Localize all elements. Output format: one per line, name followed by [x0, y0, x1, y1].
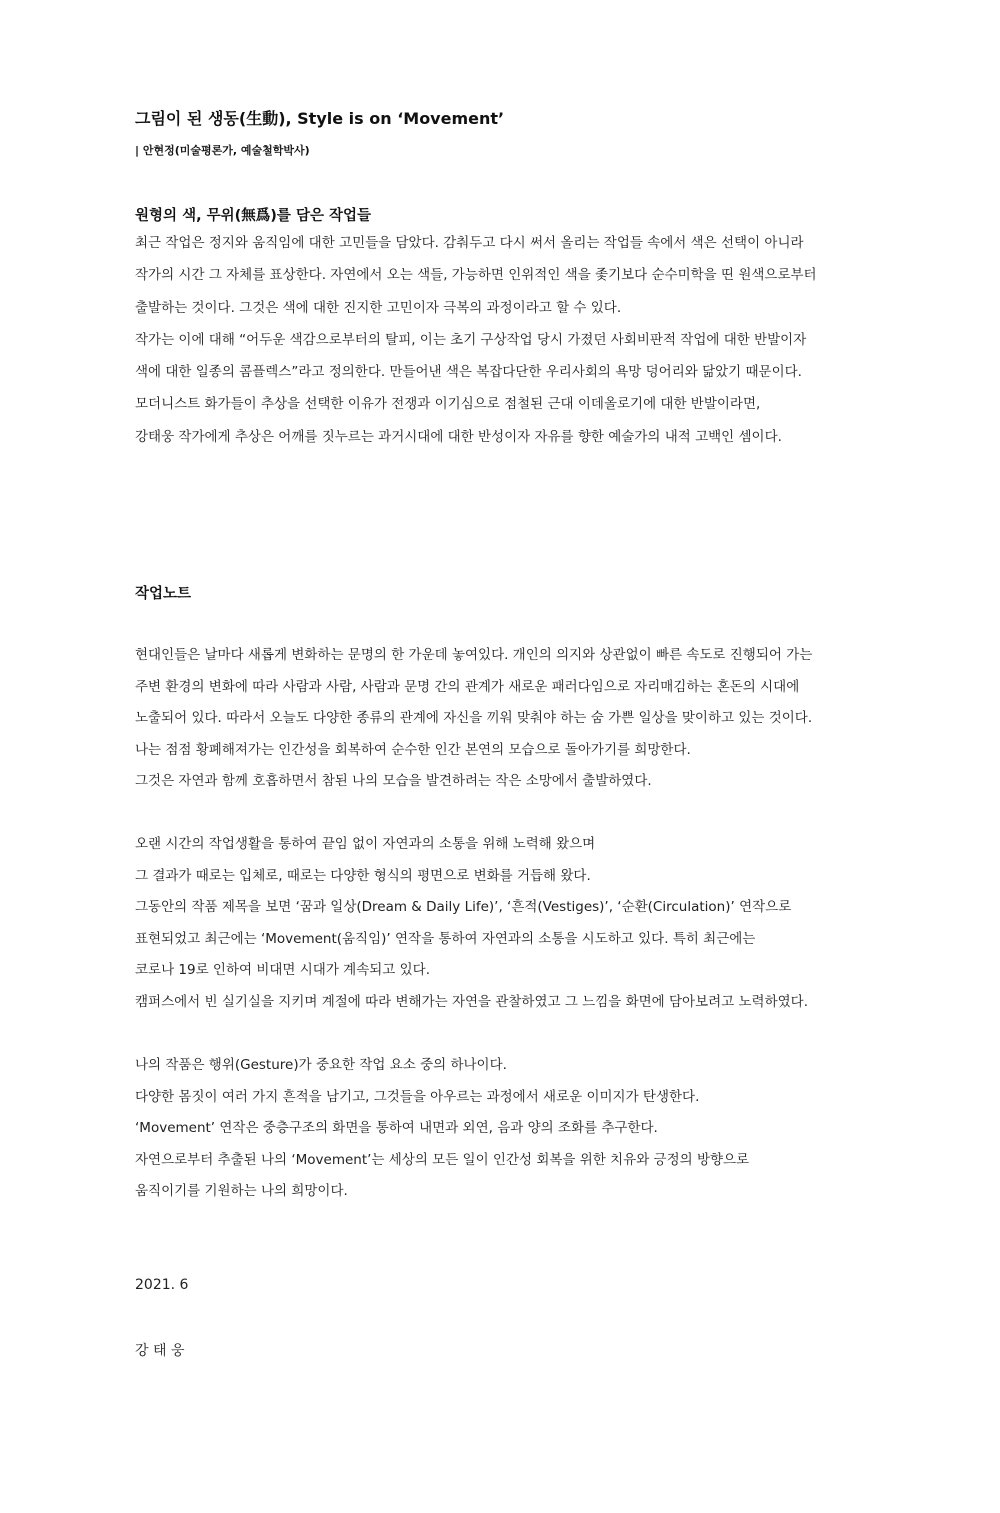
notes-line: 주변 환경의 변화에 따라 사람과 사람, 사람과 문명 간의 관계가 새로운 패러다임으로 자리매김하는 혼돈의 시대에 — [135, 678, 800, 695]
notes-paragraph-3 — [135, 1050, 749, 1208]
notes-line: 그 결과가 때로는 입체로, 때로는 다양한 형식의 평면으로 변화를 거듭해 왔다. — [135, 867, 591, 884]
essay-line: 작가는 이에 대해 “어두운 색감으로부터의 탈피, 이는 초기 구상작업 당시 가졌던 사회비판적 작업에 대한 반발이자 — [135, 331, 807, 348]
essay-heading: 원형의 색, 무위(無爲)를 담은 작업들 — [135, 208, 372, 224]
author-byline: | 안현정(미술평론가, 예술철학박사) — [135, 144, 310, 157]
notes-line: 오랜 시간의 작업생활을 통하여 끝임 없이 자연과의 소통을 위해 노력해 왔으며 — [135, 836, 596, 852]
notes-line: 움직이기를 기원하는 나의 희망이다. — [135, 1183, 348, 1200]
notes-line: 나의 작품은 행위(Gesture)가 중요한 작업 요소 중의 하나이다. — [135, 1057, 507, 1073]
essay-paragraph — [135, 227, 817, 453]
essay-line: 색에 대한 일종의 콤플렉스”라고 정의한다. 만들어낸 색은 복잡다단한 우리사회의 욕망 덩어리와 닮았기 때문이다. — [135, 364, 802, 381]
notes-paragraph-2 — [135, 829, 808, 1019]
essay-line: 최근 작업은 정지와 움직임에 대한 고민들을 담았다. 감춰두고 다시 써서 올리는 작업들 속에서 색은 선택이 아니라 — [135, 235, 804, 251]
notes-line: 그것은 자연과 함께 호흡하면서 참된 나의 모습을 발견하려는 작은 소망에서 출발하였다. — [135, 773, 652, 790]
notes-heading: 작업노트 — [135, 586, 192, 602]
notes-line: 자연으로부터 추출된 나의 ‘Movement’는 세상의 모든 일이 인간성 회복을 위한 치유와 긍정의 방향으로 — [135, 1151, 750, 1168]
author-signature: 강 태 웅 — [135, 1343, 185, 1359]
notes-line: 코로나 19로 인하여 비대면 시대가 계속되고 있다. — [135, 962, 430, 979]
essay-line: 모더니스트 화가들이 추상을 선택한 이유가 전쟁과 이기심으로 점철된 근대 이데올로기에 대한 반발이라면, — [135, 396, 761, 413]
notes-line: 노출되어 있다. 따라서 오늘도 다양한 종류의 관계에 자신을 끼워 맞춰야 하는 숨 가쁜 일상을 맞이하고 있는 것이다. — [135, 710, 813, 727]
notes-line: 현대인들은 날마다 새롭게 변화하는 문명의 한 가운데 놓여있다. 개인의 의지와 상관없이 빠른 속도로 진행되어 가는 — [135, 647, 813, 663]
note-date: 2021. 6 — [135, 1277, 189, 1293]
notes-line: 캠퍼스에서 빈 실기실을 지키며 계절에 따라 변해가는 자연을 관찰하였고 그 느낌을 화면에 담아보려고 노력하였다. — [135, 993, 809, 1010]
notes-line: 다양한 몸짓이 여러 가지 흔적을 남기고, 그것들을 아우르는 과정에서 새로운 이미지가 탄생한다. — [135, 1088, 700, 1105]
notes-paragraph-1 — [135, 640, 812, 798]
notes-line: 나는 점점 황폐해져가는 인간성을 회복하여 순수한 인간 본연의 모습으로 돌아가기를 희망한다. — [135, 741, 691, 758]
essay-line: 작가의 시간 그 자체를 표상한다. 자연에서 오는 색들, 가능하면 인위적인 색을 좇기보다 순수미학을 띤 원색으로부터 — [135, 267, 817, 284]
notes-line: 표현되었고 최근에는 ‘Movement(움직임)’ 연작을 통하여 자연과의 소통을 시도하고 있다. 특히 최근에는 — [135, 930, 756, 947]
essay-line: 강태웅 작가에게 추상은 어깨를 짓누르는 과거시대에 대한 반성이자 자유를 향한 예술가의 내적 고백인 셈이다. — [135, 428, 782, 445]
notes-line: ‘Movement’ 연작은 중층구조의 화면을 통하여 내면과 외연, 음과 양의 조화를 추구한다. — [135, 1120, 658, 1137]
document-title: 그림이 된 생동(生動), Style is on ‘Movement’ — [135, 109, 505, 128]
notes-line: 그동안의 작품 제목을 보면 ‘꿈과 일상(Dream & Daily Life)’, ‘흔적(Vestiges)’, ‘순환(Circulation)’ 연작으로 — [135, 899, 792, 916]
essay-line: 출발하는 것이다. 그것은 색에 대한 진지한 고민이자 극복의 과정이라고 할 수 있다. — [135, 299, 622, 316]
